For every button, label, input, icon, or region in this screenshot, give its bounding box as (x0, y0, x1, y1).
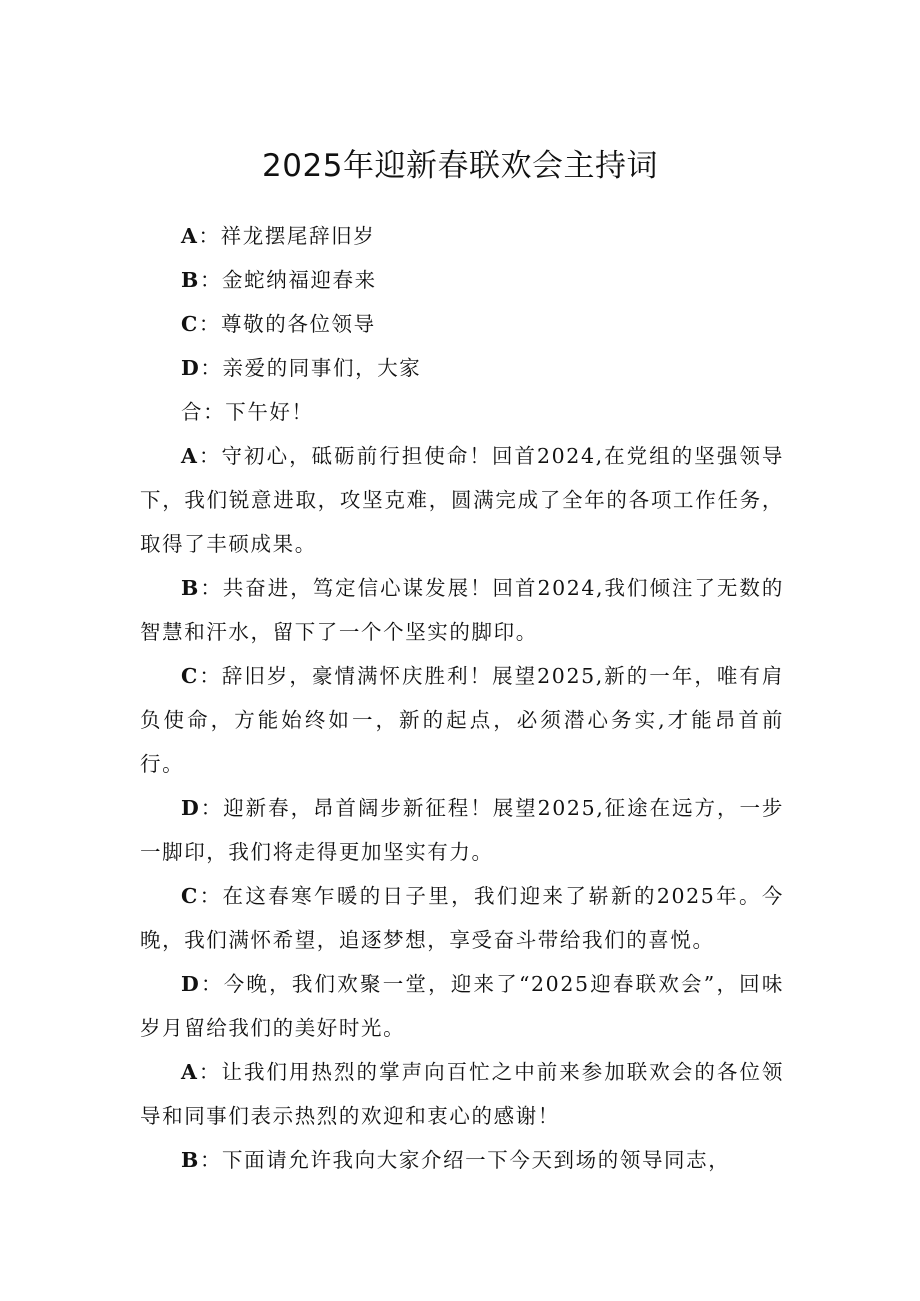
paragraph-text: 让我们用热烈的掌声向百忙之中前来参加联欢会的各位领导和同事们表示热烈的欢迎和衷心的感谢！ (140, 1060, 784, 1128)
paragraph-text: 守初心，砥砺前行担使命！回首2024,在党组的坚强领导下，我们锐意进取，攻坚克难，圆满完成了全年的各项工作任务，取得了丰硕成果。 (140, 444, 784, 556)
speaker-separator: ： (198, 312, 222, 336)
speaker-separator: ： (198, 224, 221, 248)
speaker-separator: ： (198, 664, 222, 688)
paragraph-text: 辞旧岁，豪情满怀庆胜利！展望2025,新的一年，唯有肩负使命，方能始终如一，新的起点，必须潜心务实,才能昂首前行。 (140, 664, 784, 776)
paragraph (140, 214, 784, 258)
speaker-label: 合 (181, 400, 204, 424)
paragraph (140, 962, 784, 1050)
speaker-label: D (181, 796, 201, 820)
speaker-label: C (181, 312, 199, 336)
paragraph (140, 390, 784, 434)
speaker-label: B (181, 576, 200, 600)
paragraph (140, 566, 784, 654)
speaker-label: C (181, 884, 199, 908)
paragraph (140, 302, 784, 346)
speaker-label: D (181, 356, 201, 380)
speaker-label: D (181, 972, 201, 996)
document-title: 2025年迎新春联欢会主持词 (262, 148, 658, 184)
paragraph (140, 1050, 784, 1138)
paragraph (140, 346, 784, 390)
paragraph-text: 祥龙摆尾辞旧岁 (220, 224, 376, 248)
document-body (140, 214, 784, 1182)
speaker-separator: ： (200, 972, 224, 996)
paragraph (140, 434, 784, 566)
speaker-separator: ： (198, 1060, 222, 1084)
speaker-separator: ： (200, 796, 224, 820)
speaker-label: C (181, 664, 199, 688)
paragraph-text: 尊敬的各位领导 (221, 312, 376, 336)
speaker-separator: ： (198, 444, 222, 468)
speaker-label: A (181, 444, 199, 468)
paragraph-text: 在这春寒乍暖的日子里，我们迎来了崭新的2025年。今晚，我们满怀希望，追逐梦想，享受奋斗带给我们的喜悦。 (140, 884, 784, 952)
paragraph (140, 654, 784, 786)
paragraph (140, 786, 784, 874)
speaker-label: B (181, 268, 200, 292)
paragraph-text: 今晚，我们欢聚一堂，迎来了“2025迎春联欢会”，回味岁月留给我们的美好时光。 (140, 972, 784, 1040)
paragraph (140, 874, 784, 962)
speaker-separator: ： (199, 1148, 223, 1172)
speaker-label: A (181, 224, 199, 248)
speaker-label: B (181, 1148, 200, 1172)
speaker-separator: ： (199, 268, 223, 292)
paragraph-text: 下面请允许我向大家介绍一下今天到场的领导同志， (222, 1148, 731, 1172)
paragraph-text: 下午好！ (225, 400, 314, 424)
speaker-separator: ： (200, 356, 223, 380)
paragraph-text: 亲爱的同事们，大家 (222, 356, 422, 380)
paragraph-text: 迎新春，昂首阔步新征程！展望2025,征途在远方，一步一脚印，我们将走得更加坚实有力。 (140, 796, 784, 864)
paragraph (140, 258, 784, 302)
paragraph-text: 共奋进，笃定信心谋发展！回首2024,我们倾注了无数的智慧和汗水，留下了一个个坚实的脚印。 (140, 576, 784, 644)
speaker-separator: ： (203, 400, 226, 424)
speaker-separator: ： (198, 884, 223, 908)
paragraph-text: 金蛇纳福迎春来 (222, 268, 377, 292)
speaker-separator: ： (199, 576, 223, 600)
speaker-label: A (181, 1060, 199, 1084)
paragraph (140, 1138, 784, 1182)
